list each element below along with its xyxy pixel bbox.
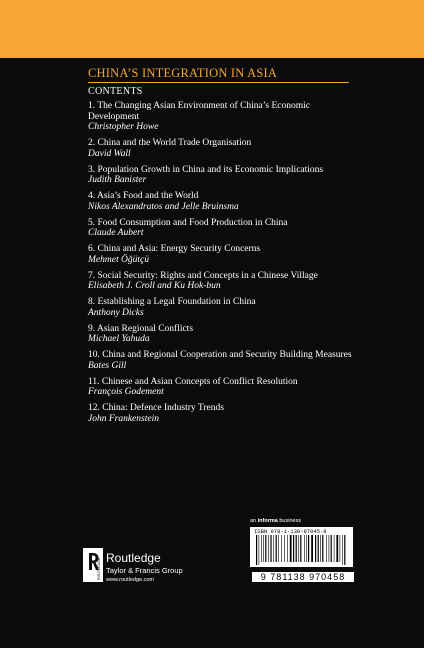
toc-entry [88,138,358,159]
publisher-url[interactable]: www.routledge.com [106,577,154,583]
barcode-bar [290,535,292,562]
isbn-text: ISBN 978-1-138-97045-8 [254,528,327,535]
chapter-title: 1. The Changing Asian Environment of China’s Economic Development [88,101,310,122]
barcode-bar [296,535,297,562]
page-edge [424,0,432,648]
barcode-bar [261,535,262,562]
toc-entry [88,403,358,424]
toc-entry [88,350,358,371]
chapter-author: Nikos Alexandratos and Jelle Bruinsma [88,201,239,212]
barcode-bar [320,535,321,562]
chapter-author: John Frankenstein [88,413,159,424]
barcode-bar [326,535,327,562]
chapter-title: 10. China and Regional Cooperation and Security Building Measures [88,350,352,360]
barcode-bar [304,535,305,562]
barcode [250,527,353,567]
barcode-bar [311,535,313,562]
chapter-title: 9. Asian Regional Conflicts [88,323,194,334]
chapter-title: 5. Food Consumption and Food Production in China [88,217,288,228]
barcode-bar [298,535,299,562]
barcode-bar [322,535,323,562]
barcode-bar [340,535,341,562]
chapter-author: Anthony Dicks [88,307,144,318]
barcode-bar [318,535,319,562]
chapter-title: 3. Population Growth in China and its Economic Implications [88,164,324,175]
informa-tagline: an informa business [250,518,302,524]
book-title: CHINA’S INTEGRATION IN ASIA [88,66,278,80]
barcode-bar [342,535,343,565]
top-color-band [0,0,432,58]
toc-entry [88,297,358,318]
chapter-title: 11. Chinese and Asian Concepts of Conflict Resolution [88,376,298,387]
routledge-logo-text: ROUTLEDGE [97,557,101,580]
barcode-bar [344,535,345,565]
chapter-author: Judith Banister [88,175,147,185]
barcode-bar [259,535,260,565]
chapter-title: 4. Asia’s Food and the World [88,191,199,201]
chapter-title: 6. China and Asia: Energy Security Concerns [88,244,261,254]
routledge-r-icon [83,548,103,582]
barcode-bar [331,535,332,562]
toc-entry [88,101,358,133]
barcode-bar [278,535,279,562]
barcode-bars [256,535,347,565]
toc-entry [88,165,358,186]
publisher-group: Taylor & Francis Group [106,566,183,575]
chapter-author: Bates Gill [88,360,127,371]
chapter-author: Michael Yahuda [88,334,150,344]
chapter-author: Christopher Howe [88,122,159,132]
barcode-bar [293,535,294,562]
toc-entry [88,218,358,239]
barcode-bar [281,535,282,562]
barcode-bar [268,535,269,562]
toc-entry [88,244,358,265]
contents-heading: CONTENTS [88,86,143,97]
barcode-bar [308,535,309,562]
publisher-name: Routledge [106,551,161,565]
barcode-number: 9 781138 970458 [252,572,354,582]
toc-entry [88,377,358,398]
chapter-author: François Godement [88,387,164,397]
chapter-title: 2. China and the World Trade Organisation [88,138,252,148]
barcode-bar [265,535,266,562]
barcode-bar [276,535,277,562]
barcode-bar [273,535,274,562]
chapter-author: Mehmet Öğütçü [88,254,149,265]
chapter-author: David Wall [88,148,131,159]
toc-entry [88,324,358,345]
chapter-author: Claude Aubert [88,228,144,238]
chapter-title: 7. Social Security: Rights and Concepts in a Chinese Village [88,270,318,281]
barcode-bar [334,535,335,562]
barcode-bar [270,535,271,562]
toc-entry [88,271,358,292]
barcode-bar [329,535,330,562]
barcode-bar [336,535,338,562]
toc-entry [88,191,358,212]
title-rule [88,82,349,83]
barcode-bar [300,535,301,562]
chapter-title: 12. China: Defence Industry Trends [88,403,224,413]
barcode-bar [315,535,316,562]
barcode-bar [256,535,257,565]
chapter-title: 8. Establishing a Legal Foundation in China [88,297,256,307]
table-of-contents [88,101,358,430]
chapter-author: Elisabeth J. Croll and Ku Hok-bun [88,281,221,291]
barcode-bar [263,535,264,562]
barcode-bar [284,535,285,562]
barcode-bar [287,535,288,562]
barcode-bar [306,535,307,562]
